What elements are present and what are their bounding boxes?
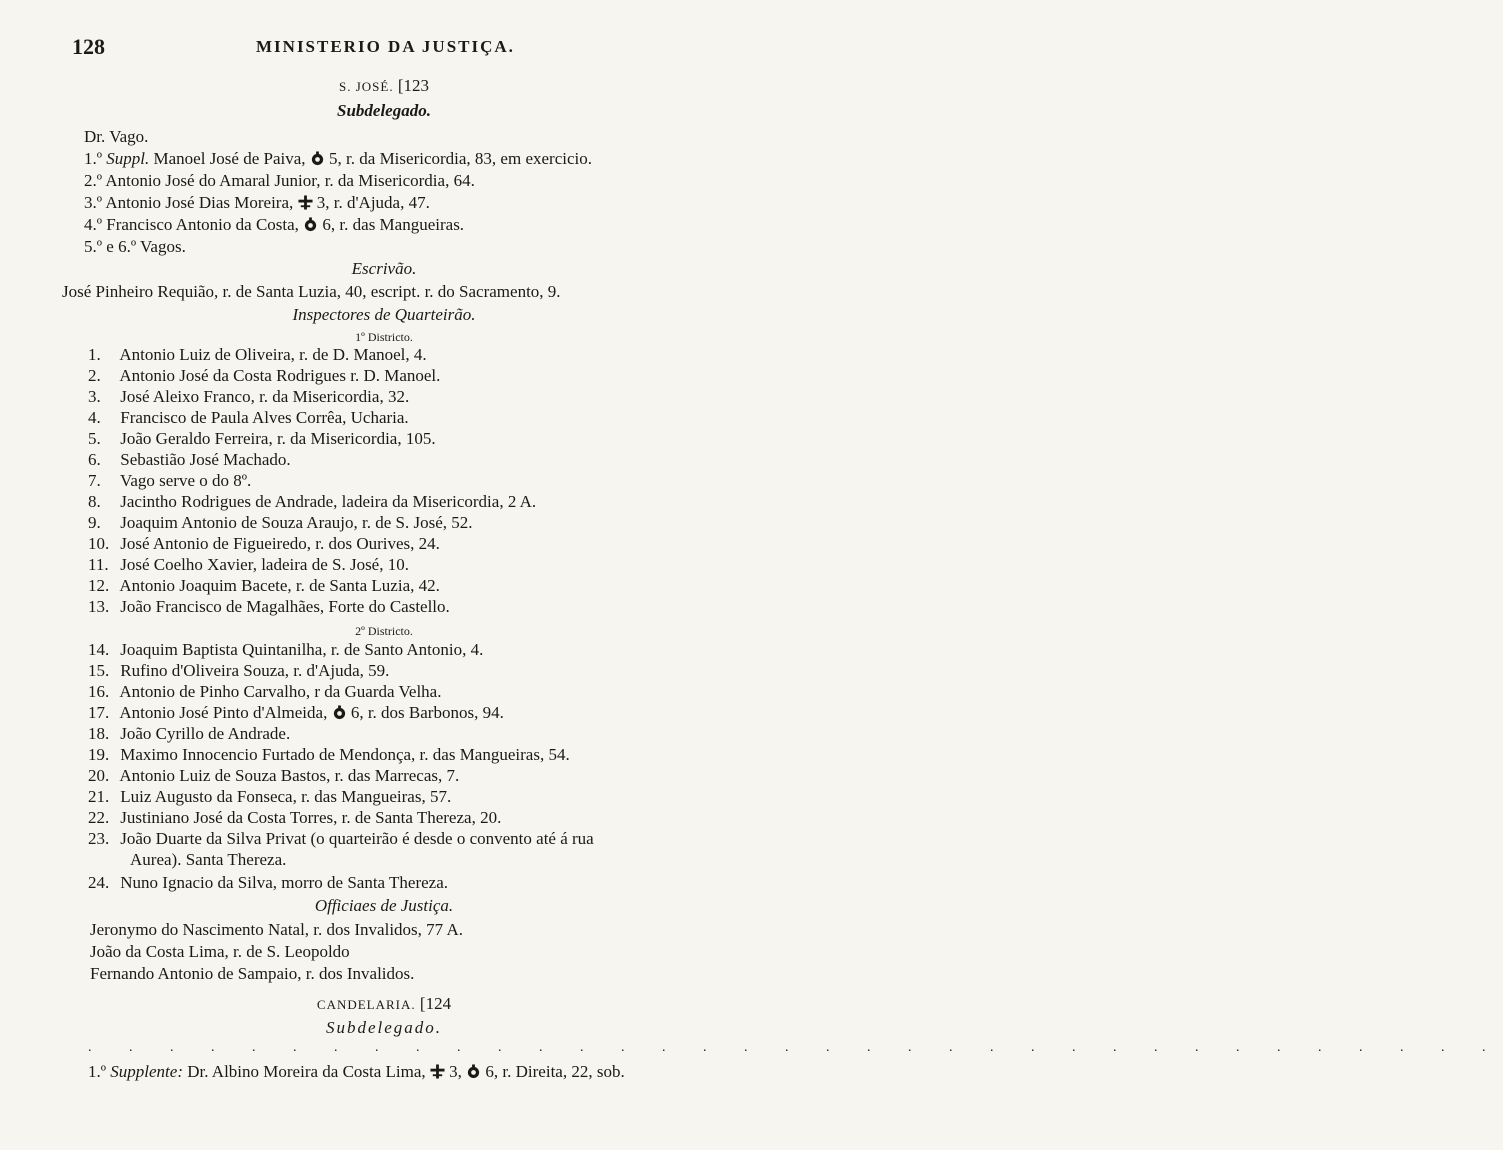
list-item: 15. Rufino d'Oliveira Souza, r. d'Ajuda, 59. bbox=[88, 661, 390, 680]
order-medal-icon bbox=[310, 151, 325, 166]
list-item: 12. Antonio Joaquim Bacete, r. de Santa Luzia, 42. bbox=[88, 576, 440, 595]
section-heading-s-jose bbox=[0, 76, 768, 97]
subdelegado-dr: Dr. Vago. bbox=[84, 127, 149, 146]
list-item: 3. José Aleixo Franco, r. da Misericordia, 32. bbox=[88, 387, 410, 406]
supplente-3 bbox=[84, 193, 430, 213]
list-item: 16. Antonio de Pinho Carvalho, r da Guarda Velha. bbox=[88, 682, 442, 701]
escrivao-heading: Escrivão. bbox=[351, 259, 417, 278]
cross-order-icon bbox=[430, 1064, 445, 1079]
list-item: 21. Luiz Augusto da Fonseca, r. das Mangueiras, 57. bbox=[88, 787, 452, 806]
list-item: 24. Nuno Ignacio da Silva, morro de Santa Thereza. bbox=[88, 873, 449, 892]
subdelegado-heading-2: Subdelegado. bbox=[325, 1018, 443, 1037]
list-item: 11. José Coelho Xavier, ladeira de S. José, 10. bbox=[88, 555, 409, 574]
escrivao-entry: José Pinheiro Requião, r. de Santa Luzia, 40, escript. r. do Sacramento, 9. bbox=[62, 282, 561, 301]
list-item: 2. Antonio José da Costa Rodrigues r. D. Manoel. bbox=[88, 366, 441, 385]
list-item: 1. Antonio Luiz de Oliveira, r. de D. Manoel, 4. bbox=[88, 345, 427, 364]
list-item: 8. Jacintho Rodrigues de Andrade, ladeira da Misericordia, 2 A. bbox=[88, 492, 537, 511]
s-jose-heading: S. JOSÉ. bbox=[338, 79, 394, 94]
dot-leader: . . . . . . . . . . . . . . . . . . . . . . . . . . . . . . . . . . . bbox=[88, 1040, 1503, 1055]
district-2-heading: 2º Districto. bbox=[355, 624, 413, 638]
supplente-1-address: 5, r. da Misericordia, 83, em exercicio. bbox=[329, 149, 592, 168]
candelaria-ref: [124 bbox=[419, 994, 452, 1013]
list-item: 20. Antonio Luiz de Souza Bastos, r. das Marrecas, 7. bbox=[88, 766, 460, 785]
supplente-3-name: 3.º Antonio José Dias Moreira, bbox=[84, 193, 294, 212]
list-item: 9. Joaquim Antonio de Souza Araujo, r. de S. José, 52. bbox=[88, 513, 473, 532]
supplente-3-address: 3, r. d'Ajuda, 47. bbox=[316, 193, 430, 212]
list-item: 14. Joaquim Baptista Quintanilha, r. de Santo Antonio, 4. bbox=[88, 640, 484, 659]
order-medal-icon bbox=[332, 705, 347, 720]
list-item: 19. Maximo Innocencio Furtado de Mendonça, r. das Mangueiras, 54. bbox=[88, 745, 570, 764]
order-medal-icon bbox=[466, 1064, 481, 1079]
page-number: 128 bbox=[72, 34, 105, 59]
list-item: 10. José Antonio de Figueiredo, r. dos Ourives, 24. bbox=[88, 534, 440, 553]
candelaria-supplente-rank: 3, bbox=[449, 1062, 462, 1081]
list-item: 13. João Francisco de Magalhães, Forte do Castello. bbox=[88, 597, 450, 616]
candelaria-supplente-num: 1.º bbox=[88, 1062, 107, 1081]
inspectores-heading: Inspectores de Quarteirão. bbox=[292, 305, 476, 324]
supplente-1 bbox=[84, 149, 592, 169]
list-item: 7. Vago serve o do 8º. bbox=[88, 471, 252, 490]
order-medal-icon bbox=[303, 217, 318, 232]
cross-order-icon bbox=[298, 195, 313, 210]
candelaria-supplente-prefix: Supplente: bbox=[110, 1062, 183, 1081]
section-heading-candelaria bbox=[0, 994, 768, 1015]
official-entry: Jeronymo do Nascimento Natal, r. dos Invalidos, 77 A. bbox=[90, 920, 464, 939]
officiaes-heading: Officiaes de Justiça. bbox=[314, 896, 454, 915]
candelaria-supplente-name: Dr. Albino Moreira da Costa Lima, bbox=[187, 1062, 426, 1081]
list-item: 4. Francisco de Paula Alves Corrêa, Ucharia. bbox=[88, 408, 409, 427]
supplente-1-name: Manoel José de Paiva, bbox=[153, 149, 306, 168]
list-item: 6. Sebastião José Machado. bbox=[88, 450, 291, 469]
s-jose-ref: [123 bbox=[397, 76, 430, 95]
supplente-4-address: 6, r. das Mangueiras. bbox=[322, 215, 465, 234]
list-item: 17. Antonio José Pinto d'Almeida, 6, r. dos Barbonos, 94. bbox=[88, 703, 504, 722]
candelaria-supplente-address: 6, r. Direita, 22, sob. bbox=[485, 1062, 625, 1081]
list-item: 23. João Duarte da Silva Privat (o quarteirão é desde o convento até á rua bbox=[88, 829, 594, 848]
list-item-continuation: Aurea). Santa Thereza. bbox=[130, 850, 287, 869]
running-title: MINISTERIO DA JUSTIÇA. bbox=[256, 37, 515, 56]
list-item: 22. Justiniano José da Costa Torres, r. de Santa Thereza, 20. bbox=[88, 808, 502, 827]
supplente-2: 2.º Antonio José do Amaral Junior, r. da Misericordia, 64. bbox=[84, 171, 475, 190]
candelaria-supplente bbox=[88, 1062, 625, 1082]
supplente-1-prefix: Suppl. bbox=[106, 149, 150, 168]
supplente-4 bbox=[84, 215, 464, 235]
list-item: 18. João Cyrillo de Andrade. bbox=[88, 724, 291, 743]
official-entry: João da Costa Lima, r. de S. Leopoldo bbox=[90, 942, 350, 961]
subdelegado-heading: Subdelegado. bbox=[337, 101, 431, 120]
supplente-1-num: 1.º bbox=[84, 149, 103, 168]
supplente-5-6: 5.º e 6.º Vagos. bbox=[84, 237, 186, 256]
page-header bbox=[72, 34, 720, 60]
candelaria-heading: CANDELARIA. bbox=[316, 997, 416, 1012]
list-item: 5. João Geraldo Ferreira, r. da Misericordia, 105. bbox=[88, 429, 436, 448]
supplente-4-name: 4.º Francisco Antonio da Costa, bbox=[84, 215, 299, 234]
official-entry: Fernando Antonio de Sampaio, r. dos Invalidos. bbox=[90, 964, 415, 983]
district-1-heading: 1º Districto. bbox=[355, 330, 413, 344]
